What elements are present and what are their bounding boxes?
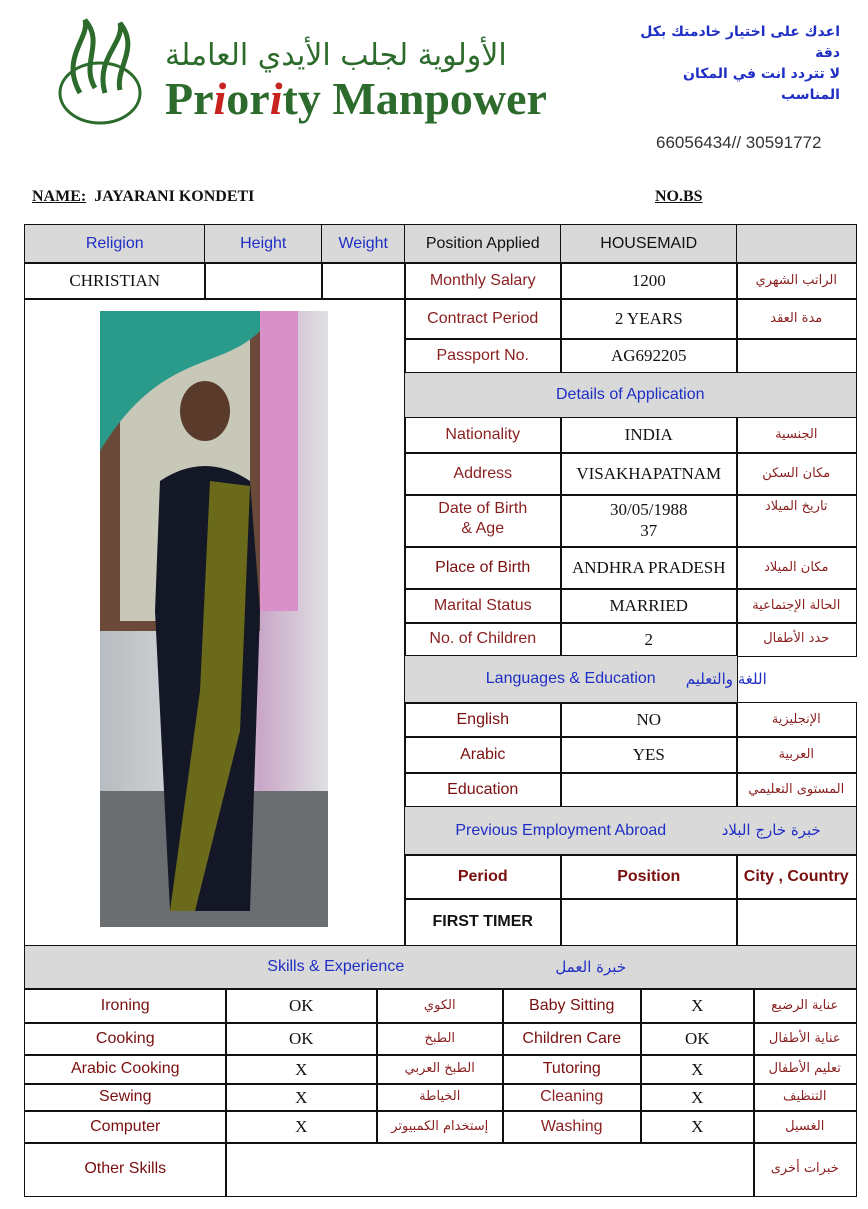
- detail-value: INDIA: [560, 416, 738, 454]
- position-arabic: [736, 224, 857, 264]
- skill-value: OK: [640, 1022, 755, 1056]
- skill-value: X: [225, 1054, 378, 1085]
- skills-heading: Skills & Experience: [267, 958, 405, 976]
- detail-arabic: مكان الميلاد: [736, 546, 857, 590]
- other-skills-label: Other Skills: [24, 1142, 227, 1197]
- detail-arabic: مدة العقد: [736, 298, 857, 340]
- weight-value: [321, 262, 406, 300]
- skill-value: X: [640, 988, 755, 1024]
- detail-value: 30/05/1988 37: [560, 494, 738, 548]
- position-value: HOUSEMAID: [560, 224, 738, 264]
- language-arabic: العربية: [736, 736, 857, 774]
- skill-arabic: الطبخ العربي: [376, 1054, 504, 1085]
- employment-heading: Previous Employment Abroad: [455, 821, 667, 839]
- languages-heading-arabic: اللغة والتعليم: [685, 669, 767, 688]
- detail-value: 1200: [560, 262, 738, 300]
- skill-label: Computer: [24, 1110, 227, 1144]
- skill-label: Arabic Cooking: [24, 1054, 227, 1085]
- skill-arabic: الغسيل: [753, 1110, 857, 1144]
- skills-heading-arabic: خبرة العمل: [555, 957, 627, 976]
- detail-label: Passport No.: [404, 338, 562, 374]
- skill-arabic: تعليم الأطفال: [753, 1054, 857, 1085]
- logo-english-text: Priority Manpower: [165, 73, 547, 124]
- skill-label: Cleaning: [502, 1083, 642, 1112]
- other-skills-arabic: خبرات أخرى: [753, 1142, 857, 1197]
- height-value: [204, 262, 323, 300]
- phone-numbers: 66056434// 30591772: [656, 133, 822, 152]
- detail-label: Address: [404, 452, 562, 496]
- detail-arabic: الراتب الشهري: [736, 262, 857, 300]
- skill-value: X: [225, 1083, 378, 1112]
- candidate-name: NAME: JAYARANI KONDETI: [32, 188, 255, 205]
- skill-arabic: الطبخ: [376, 1022, 504, 1056]
- detail-value: 2 YEARS: [560, 298, 738, 340]
- skill-value: OK: [225, 1022, 378, 1056]
- detail-value: VISAKHAPATNAM: [560, 452, 738, 496]
- city-country-header: City , Country: [736, 854, 857, 900]
- religion-value: CHRISTIAN: [24, 262, 206, 300]
- skill-label: Ironing: [24, 988, 227, 1024]
- language-value: [560, 772, 738, 808]
- skill-arabic: عناية الرضيع: [753, 988, 857, 1024]
- skill-value: X: [225, 1110, 378, 1144]
- skill-arabic: الخياطة: [376, 1083, 504, 1112]
- employment-position-value: [560, 898, 738, 947]
- candidate-photo: [100, 311, 328, 927]
- period-value: FIRST TIMER: [404, 898, 562, 947]
- employment-heading-arabic: خبرة خارج البلاد: [721, 821, 821, 840]
- detail-label: Contract Period: [404, 298, 562, 340]
- detail-arabic: مكان السكن: [736, 452, 857, 496]
- detail-value: MARRIED: [560, 588, 738, 624]
- skill-value: OK: [225, 988, 378, 1024]
- skill-arabic: التنظيف: [753, 1083, 857, 1112]
- languages-heading: Languages & Education: [404, 655, 738, 704]
- detail-label: Date of Birth & Age: [404, 494, 562, 548]
- height-header: Height: [204, 224, 323, 264]
- other-skills-value: [225, 1142, 755, 1197]
- skill-label: Cooking: [24, 1022, 227, 1056]
- position-header: Position: [560, 854, 738, 900]
- weight-header: Weight: [321, 224, 406, 264]
- detail-value: AG692205: [560, 338, 738, 374]
- skill-value: X: [640, 1054, 755, 1085]
- position-label: Position Applied: [404, 224, 562, 264]
- logo-emblem-icon: [50, 18, 150, 128]
- detail-arabic: [736, 338, 857, 374]
- detail-label: Monthly Salary: [404, 262, 562, 300]
- detail-label: Place of Birth: [404, 546, 562, 590]
- skill-arabic: إستخدام الكمبيوتر: [376, 1110, 504, 1144]
- details-heading: Details of Application: [404, 372, 857, 418]
- period-header: Period: [404, 854, 562, 900]
- detail-arabic: تاريخ الميلاد: [736, 494, 857, 548]
- skill-label: Tutoring: [502, 1054, 642, 1085]
- detail-value: ANDHRA PRADESH: [560, 546, 738, 590]
- skill-label: Baby Sitting: [502, 988, 642, 1024]
- skill-value: X: [640, 1110, 755, 1144]
- language-arabic: المستوى التعليمي: [736, 772, 857, 808]
- logo-arabic-text: الأولوية لجلب الأيدي العاملة: [165, 38, 507, 73]
- detail-arabic: حدد الأطفال: [736, 622, 857, 657]
- skill-label: Washing: [502, 1110, 642, 1144]
- skill-label: Children Care: [502, 1022, 642, 1056]
- skill-arabic: عناية الأطفال: [753, 1022, 857, 1056]
- detail-label: No. of Children: [404, 622, 562, 657]
- detail-label: Marital Status: [404, 588, 562, 624]
- reference-number: NO.BS: [655, 188, 703, 205]
- detail-label: Nationality: [404, 416, 562, 454]
- language-value: NO: [560, 702, 738, 738]
- language-arabic: الإنجليزية: [736, 702, 857, 738]
- detail-arabic: الجنسية: [736, 416, 857, 454]
- detail-arabic: الحالة الإجتماعية: [736, 588, 857, 624]
- skill-arabic: الكوي: [376, 988, 504, 1024]
- language-label: English: [404, 702, 562, 738]
- language-label: Education: [404, 772, 562, 808]
- religion-header: Religion: [24, 224, 206, 264]
- language-label: Arabic: [404, 736, 562, 774]
- detail-value: 2: [560, 622, 738, 657]
- city-country-value: [736, 898, 857, 947]
- skill-value: X: [640, 1083, 755, 1112]
- tagline: اعدك على اختيار خادمتك بكل دقة لا تتردد انت في المكان المناسب: [640, 24, 840, 103]
- language-value: YES: [560, 736, 738, 774]
- skill-label: Sewing: [24, 1083, 227, 1112]
